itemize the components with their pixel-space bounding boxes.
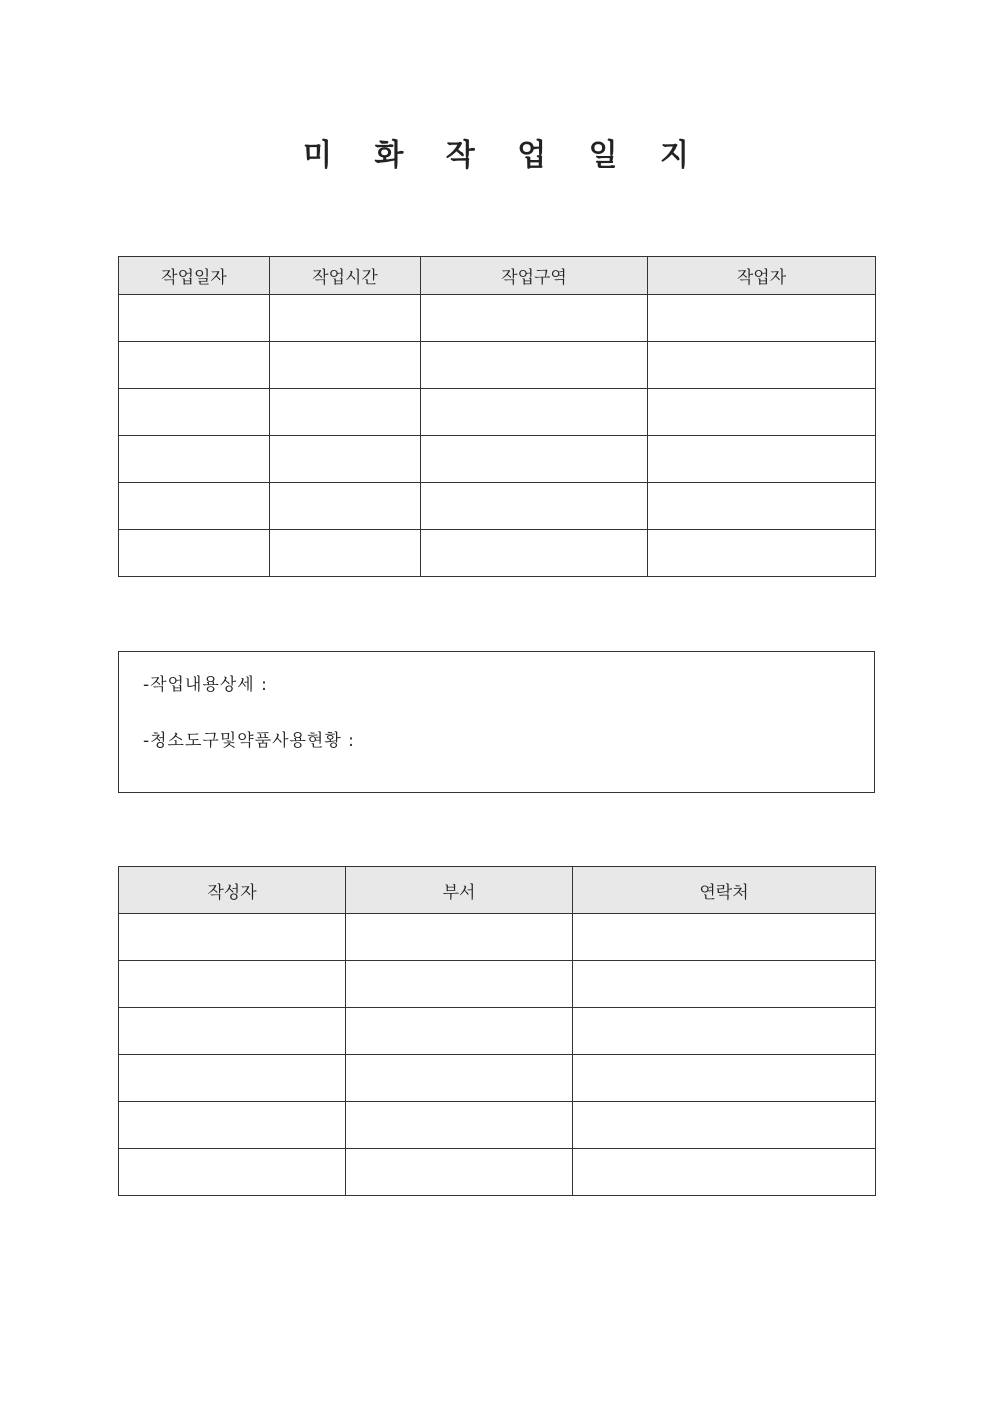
- worker-cell[interactable]: [648, 530, 876, 577]
- contact-cell[interactable]: [573, 1102, 876, 1149]
- writer-cell[interactable]: [119, 961, 346, 1008]
- header-contact: 연락처: [573, 867, 876, 914]
- header-work-date: 작업일자: [119, 257, 270, 295]
- work-area-cell[interactable]: [421, 436, 648, 483]
- table-row: [119, 389, 876, 436]
- work-time-cell[interactable]: [270, 436, 421, 483]
- header-department: 부서: [346, 867, 573, 914]
- supplies-usage-label: -청소도구및약품사용현황 :: [143, 731, 355, 751]
- work-log-table: [118, 256, 876, 577]
- department-cell[interactable]: [346, 1055, 573, 1102]
- contact-cell[interactable]: [573, 1149, 876, 1196]
- header-row: [119, 867, 876, 914]
- worker-cell[interactable]: [648, 342, 876, 389]
- table-row: [119, 914, 876, 961]
- department-cell[interactable]: [346, 1102, 573, 1149]
- work-date-cell[interactable]: [119, 436, 270, 483]
- department-cell[interactable]: [346, 1008, 573, 1055]
- work-area-cell[interactable]: [421, 389, 648, 436]
- work-area-cell[interactable]: [421, 530, 648, 577]
- header-row: [119, 257, 876, 295]
- table-row: [119, 1149, 876, 1196]
- table-row: [119, 961, 876, 1008]
- header-work-time: 작업시간: [270, 257, 421, 295]
- table-row: [119, 295, 876, 342]
- table-row: [119, 1055, 876, 1102]
- table-row: [119, 342, 876, 389]
- header-work-area: 작업구역: [421, 257, 648, 295]
- work-date-cell[interactable]: [119, 483, 270, 530]
- table-row: [119, 530, 876, 577]
- work-area-cell[interactable]: [421, 483, 648, 530]
- work-detail-label: -작업내용상세 :: [143, 675, 268, 695]
- header-writer: 작성자: [119, 867, 346, 914]
- page-title: 미 화 작 업 일 지: [302, 138, 706, 173]
- department-cell[interactable]: [346, 1149, 573, 1196]
- worker-cell[interactable]: [648, 483, 876, 530]
- worker-cell[interactable]: [648, 295, 876, 342]
- work-date-cell[interactable]: [119, 530, 270, 577]
- writer-cell[interactable]: [119, 1008, 346, 1055]
- table-row: [119, 483, 876, 530]
- writer-info-table: [118, 866, 876, 1196]
- work-time-cell[interactable]: [270, 295, 421, 342]
- table-row: [119, 1008, 876, 1055]
- department-cell[interactable]: [346, 961, 573, 1008]
- work-time-cell[interactable]: [270, 389, 421, 436]
- header-worker: 작업자: [648, 257, 876, 295]
- work-time-cell[interactable]: [270, 530, 421, 577]
- contact-cell[interactable]: [573, 1008, 876, 1055]
- work-date-cell[interactable]: [119, 295, 270, 342]
- work-time-cell[interactable]: [270, 483, 421, 530]
- worker-cell[interactable]: [648, 389, 876, 436]
- contact-cell[interactable]: [573, 961, 876, 1008]
- table-row: [119, 436, 876, 483]
- contact-cell[interactable]: [573, 914, 876, 961]
- contact-cell[interactable]: [573, 1055, 876, 1102]
- table-row: [119, 1102, 876, 1149]
- worker-cell[interactable]: [648, 436, 876, 483]
- work-date-cell[interactable]: [119, 389, 270, 436]
- writer-cell[interactable]: [119, 1102, 346, 1149]
- writer-cell[interactable]: [119, 1055, 346, 1102]
- work-area-cell[interactable]: [421, 342, 648, 389]
- work-details-box[interactable]: [118, 651, 875, 793]
- work-time-cell[interactable]: [270, 342, 421, 389]
- department-cell[interactable]: [346, 914, 573, 961]
- work-area-cell[interactable]: [421, 295, 648, 342]
- writer-cell[interactable]: [119, 1149, 346, 1196]
- work-date-cell[interactable]: [119, 342, 270, 389]
- writer-cell[interactable]: [119, 914, 346, 961]
